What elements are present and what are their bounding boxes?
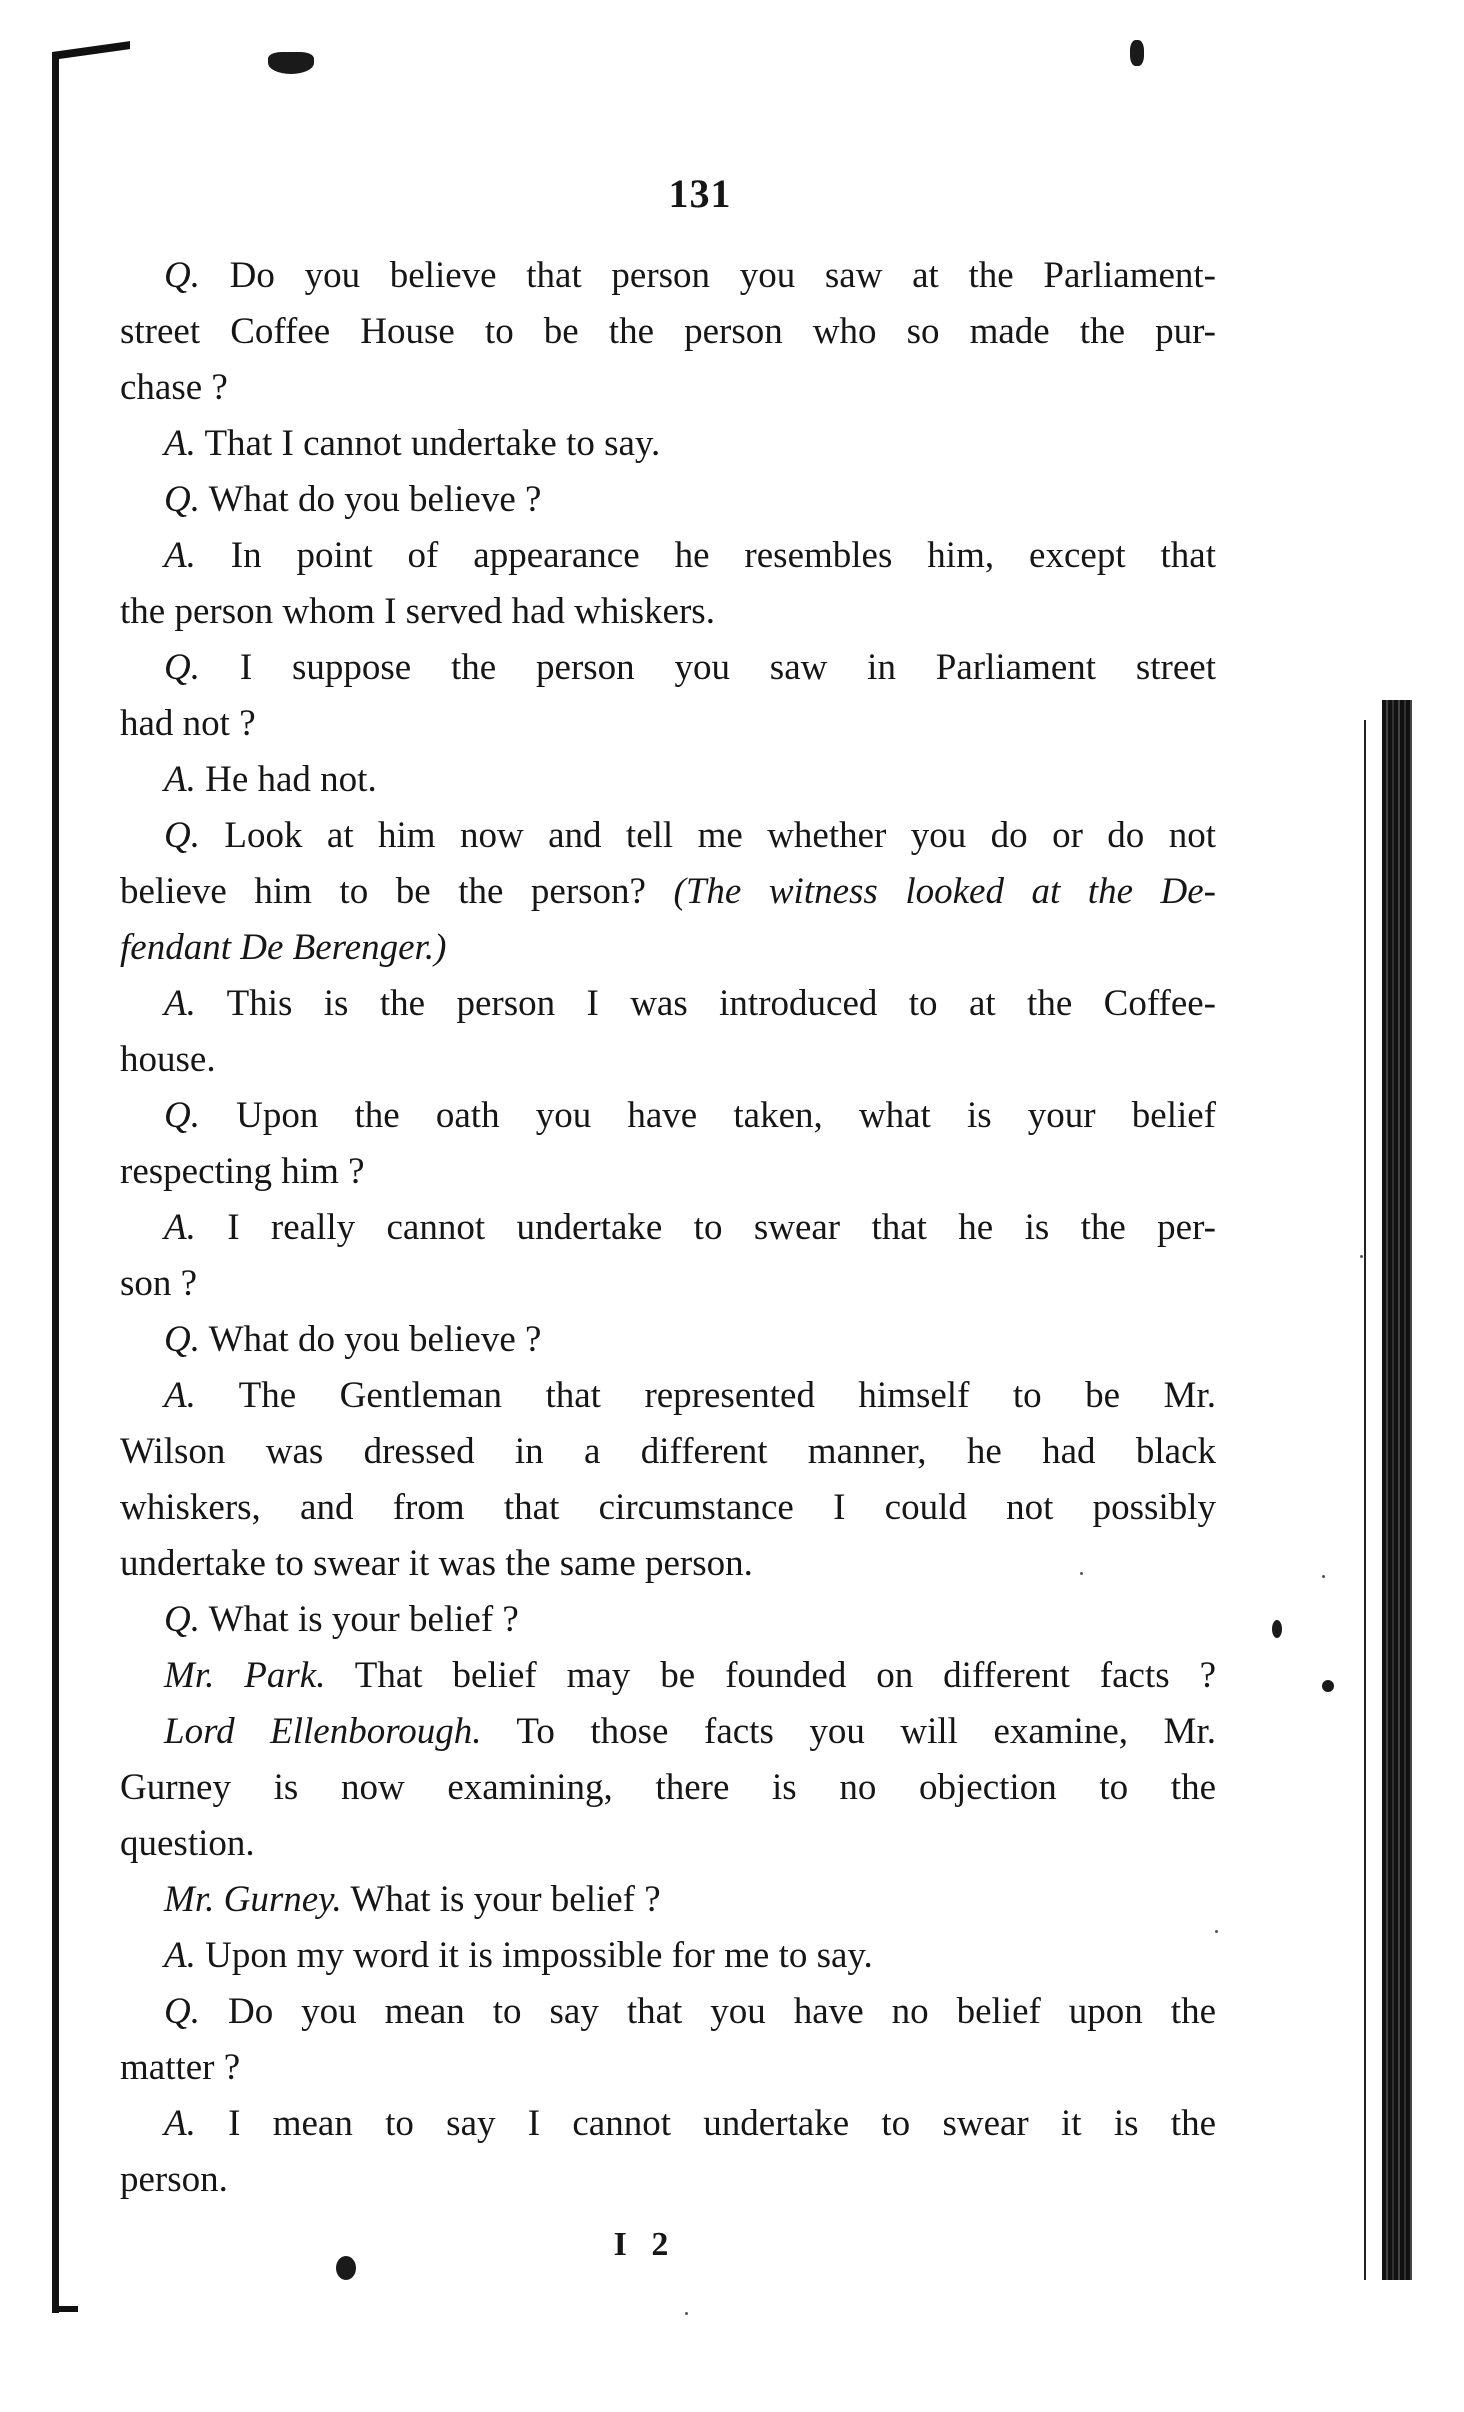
signature-mark: I 2 (613, 2226, 677, 2263)
text-line (120, 1592, 1216, 1648)
speck (1360, 1255, 1363, 1258)
text-line (120, 1816, 1216, 1872)
page-edge-right (1382, 700, 1412, 2280)
line-text: That belief may be founded on different facts ? (354, 1655, 1216, 1696)
line-text: I really cannot undertake to swear that he is the per- (227, 1207, 1216, 1248)
text-line (120, 920, 1216, 976)
speaker-label: Q. (164, 1599, 200, 1640)
text-line (120, 864, 1216, 920)
speaker-label: A. (164, 535, 196, 576)
text-line (120, 1368, 1216, 1424)
speaker-label: A. (164, 1375, 196, 1416)
line-text: He had not. (205, 759, 377, 800)
text-line (120, 1760, 1216, 1816)
text-line (120, 528, 1216, 584)
line-text: What do you believe ? (208, 1319, 542, 1360)
text-line (120, 1256, 1216, 1312)
text-line (120, 472, 1216, 528)
text-line (120, 1144, 1216, 1200)
line-text: question. (120, 1823, 255, 1864)
ink-blot (1322, 1680, 1334, 1692)
line-text: Do you mean to say that you have no belief upon the (227, 1991, 1216, 2032)
page-edge-foot (52, 2306, 78, 2312)
speck (685, 2312, 688, 2315)
speaker-label: A. (164, 759, 196, 800)
speaker-label: A. (164, 983, 196, 1024)
text-line (120, 1088, 1216, 1144)
speaker-label: Q. (164, 815, 200, 856)
line-text: What do you believe ? (208, 479, 542, 520)
ink-blot (268, 52, 314, 74)
line-text: Gurney is now examining, there is no objection to the (120, 1767, 1216, 1808)
speaker-label: A. (164, 1207, 196, 1248)
line-text: This is the person I was introduced to at the Coffee- (226, 983, 1216, 1024)
speaker-label: Q. (164, 1095, 200, 1136)
text-line (120, 1872, 1216, 1928)
speaker-label: Q. (164, 647, 200, 688)
text-line (120, 696, 1216, 752)
line-text: What is your belief ? (350, 1879, 661, 1920)
line-text: To those facts you will examine, Mr. (516, 1711, 1216, 1752)
line-text: I suppose the person you saw in Parliament street (239, 647, 1216, 688)
body-text (120, 248, 1216, 2208)
line-text: whiskers, and from that circumstance I could not possibly (120, 1487, 1216, 1528)
text-line (120, 248, 1216, 304)
text-line (120, 1480, 1216, 1536)
page-edge-hook (52, 41, 130, 60)
speaker-label: Q. (164, 1991, 200, 2032)
speaker-label: Q. (164, 1319, 200, 1360)
speaker-label: Lord Ellenborough. (164, 1711, 482, 1752)
text-line (120, 1704, 1216, 1760)
text-line (120, 1648, 1216, 1704)
line-text: house. (120, 1039, 216, 1080)
text-line (120, 416, 1216, 472)
line-text: The Gentleman that represented himself to be Mr. (238, 1375, 1216, 1416)
text-line (120, 1424, 1216, 1480)
speaker-label: A. (164, 2103, 196, 2144)
text-line (120, 2040, 1216, 2096)
text-line (120, 360, 1216, 416)
text-line (120, 640, 1216, 696)
text-line (120, 2096, 1216, 2152)
text-line (120, 752, 1216, 808)
line-text: Upon my word it is impossible for me to say. (205, 1935, 873, 1976)
speaker-label: Mr. Gurney. (164, 1879, 342, 1920)
line-text: Wilson was dressed in a different manner, he had black (120, 1431, 1216, 1472)
line-text: Look at him now and tell me whether you do or do not (224, 815, 1216, 856)
line-text: person. (120, 2159, 228, 2200)
line-text: What is your belief ? (208, 1599, 519, 1640)
text-line (120, 1536, 1216, 1592)
speaker-label: Q. (164, 255, 200, 296)
line-text: I mean to say I cannot undertake to swear it is the (228, 2103, 1217, 2144)
text-line (120, 1032, 1216, 1088)
line-text: That I cannot undertake to say. (204, 423, 661, 464)
page-edge-left (52, 58, 59, 2313)
line-text: the person whom I served had whiskers. (120, 591, 715, 632)
speck (1322, 1575, 1325, 1578)
speaker-label: Q. (164, 479, 200, 520)
line-text: son ? (120, 1263, 198, 1304)
line-text: Upon the oath you have taken, what is your belief (236, 1095, 1216, 1136)
line-text: matter ? (120, 2047, 241, 2088)
line-text: undertake to swear it was the same person. (120, 1543, 753, 1584)
page-number: 131 (668, 171, 732, 216)
text-line (120, 1928, 1216, 1984)
text-line (120, 1312, 1216, 1368)
text-line (120, 304, 1216, 360)
text-line (120, 1200, 1216, 1256)
speaker-label: Mr. Park. (164, 1655, 326, 1696)
stage-note: (The witness looked at the De- (673, 871, 1216, 912)
line-text: had not ? (120, 703, 256, 744)
text-line (120, 976, 1216, 1032)
stage-note: fendant De Berenger.) (120, 927, 447, 968)
page-edge-right-thin (1364, 720, 1366, 2280)
ink-blot (1130, 40, 1144, 66)
line-text: street Coffee House to be the person who so made the pur- (120, 311, 1216, 352)
line-text: chase ? (120, 367, 228, 408)
speaker-label: A. (164, 1935, 196, 1976)
text-line (120, 808, 1216, 864)
line-text: believe him to be the person? (120, 871, 646, 912)
line-text: In point of appearance he resembles him, except that (230, 535, 1217, 576)
text-line (120, 1984, 1216, 2040)
text-line (120, 584, 1216, 640)
line-text: Do you believe that person you saw at the Parliament- (229, 255, 1216, 296)
text-line (120, 2152, 1216, 2208)
speaker-label: A. (164, 423, 196, 464)
ink-blot (1272, 1620, 1282, 1638)
line-text: respecting him ? (120, 1151, 365, 1192)
